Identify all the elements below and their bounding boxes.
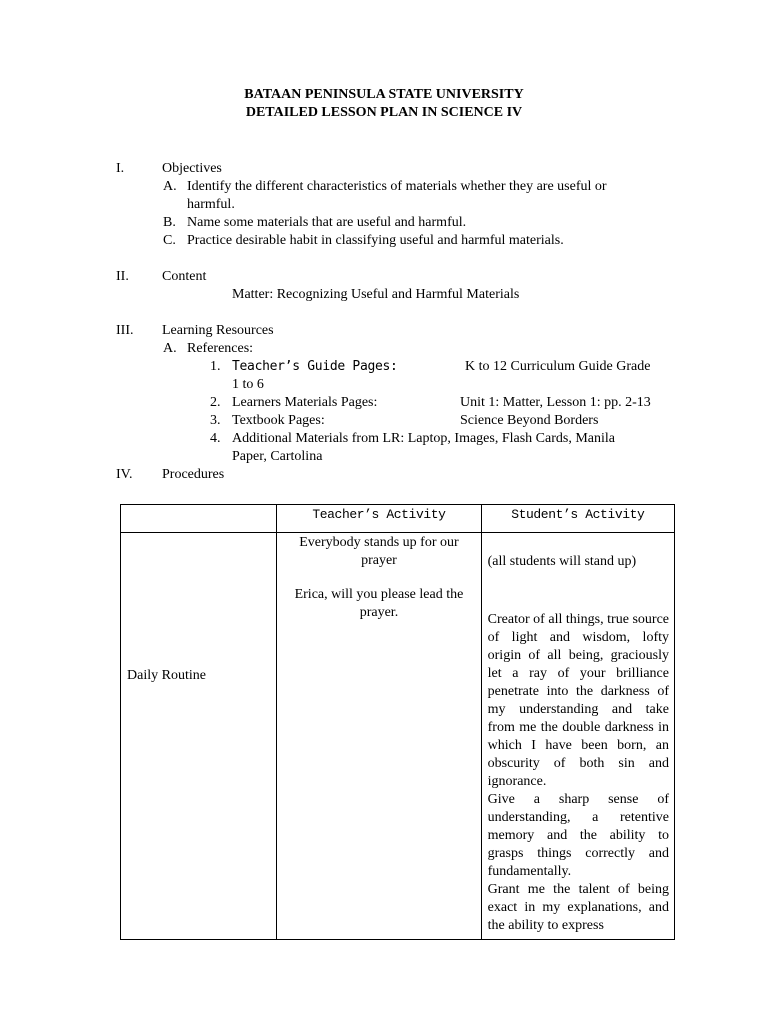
- reference-1-number: 1.: [210, 359, 221, 374]
- references-heading: References:: [187, 341, 254, 356]
- student-activity-text: (all students will stand up): [487, 554, 637, 569]
- reference-2-value: Unit 1: Matter, Lesson 1: pp. 2-13: [460, 395, 651, 410]
- reference-1-label: Teacher’s Guide Pages:: [232, 359, 398, 374]
- university-title: BATAAN PENINSULA STATE UNIVERSITY: [244, 87, 524, 102]
- section-numeral-objectives: I.: [116, 161, 125, 176]
- reference-3-number: 3.: [210, 413, 221, 428]
- section-numeral-procedures: IV.: [116, 467, 133, 482]
- content-topic: Matter: Recognizing Useful and Harmful Materials: [232, 287, 520, 302]
- objective-c-text: Practice desirable habit in classifying useful and harmful materials.: [187, 233, 564, 248]
- table-row: [121, 533, 675, 940]
- objective-b-letter: B.: [163, 215, 176, 230]
- section-heading-procedures: Procedures: [162, 467, 225, 482]
- objective-a-text-cont: harmful.: [187, 197, 235, 212]
- objective-a-letter: A.: [163, 179, 177, 194]
- objective-b-text: Name some materials that are useful and harmful.: [187, 215, 467, 230]
- section-numeral-resources: III.: [116, 323, 134, 338]
- section-numeral-content: II.: [116, 269, 129, 284]
- reference-4-text-cont: Paper, Cartolina: [232, 449, 323, 464]
- header-cell-teacher: Teacher’s Activity: [277, 505, 481, 533]
- reference-2-label: Learners Materials Pages:: [232, 395, 378, 410]
- row-label-cell: [121, 533, 277, 940]
- reference-1-value-cont: 1 to 6: [232, 377, 264, 392]
- student-activity-text: Creator of all things, true source of light and wisdom, lofty origin of all being, graciously let a ray of your brilliance penetrate into the darkness of my understanding and take from me the double darkness in which I have been born, an obscurity of both sin and ignorance.: [487, 612, 669, 789]
- reference-4-text: Additional Materials from LR: Laptop, Images, Flash Cards, Manila: [232, 431, 615, 446]
- teacher-activity-text: Erica, will you please lead the prayer.: [294, 587, 464, 620]
- teacher-activity-cell: [277, 533, 481, 940]
- header-cell-student: Student’s Activity: [481, 505, 674, 533]
- objective-c-letter: C.: [163, 233, 176, 248]
- section-heading-content: Content: [162, 269, 207, 284]
- reference-3-label: Textbook Pages:: [232, 413, 325, 428]
- reference-4-number: 4.: [210, 431, 221, 446]
- section-heading-objectives: Objectives: [162, 161, 222, 176]
- section-heading-resources: Learning Resources: [162, 323, 274, 338]
- student-activity-cell: [481, 533, 674, 940]
- student-activity-text: Grant me the talent of being exact in my explanations, and the ability to express: [487, 882, 669, 933]
- reference-3-value: Science Beyond Borders: [460, 413, 599, 428]
- lesson-plan-title: DETAILED LESSON PLAN IN SCIENCE IV: [245, 105, 523, 120]
- reference-1-value: K to 12 Curriculum Guide Grade: [465, 359, 651, 374]
- reference-2-number: 2.: [210, 395, 221, 410]
- procedures-table: [120, 504, 675, 940]
- row-label-daily-routine: Daily Routine: [127, 668, 206, 683]
- header-cell-empty: [121, 505, 277, 533]
- teacher-activity-text: Everybody stands up for our prayer: [299, 535, 459, 568]
- objective-a-text: Identify the different characteristics of materials whether they are useful or: [187, 179, 607, 194]
- student-activity-text: Give a sharp sense of understanding, a retentive memory and the ability to grasps things correctly and fundamentally.: [487, 792, 669, 879]
- references-letter: A.: [163, 341, 177, 356]
- table-header-row: [121, 505, 675, 533]
